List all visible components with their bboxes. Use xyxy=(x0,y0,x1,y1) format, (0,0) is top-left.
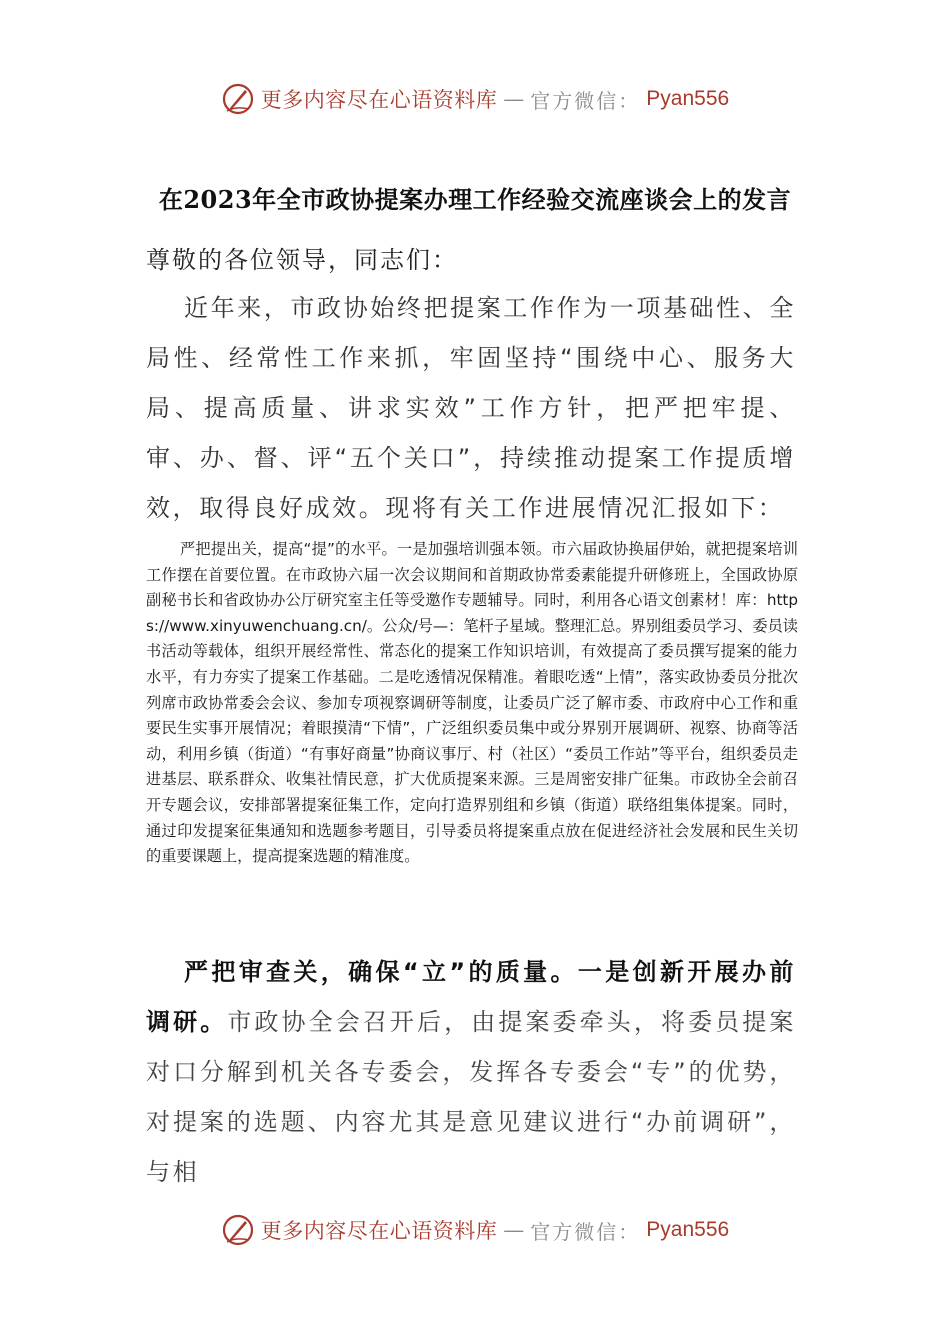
watermark-wechat-label: 官方微信： xyxy=(530,88,641,113)
watermark-wechat-label: 官方微信： xyxy=(530,1219,641,1244)
watermark-site-text: 更多内容尽在心语资料库 xyxy=(260,88,498,112)
watermark-wechat-id: Pyan556 xyxy=(646,87,730,110)
quill-pen-logo-icon xyxy=(221,82,255,116)
section1-paragraph: 严把提出关，提高“提”的水平。一是加强培训强本领。市六届政协换届伊始，就把提案培训工作摆在首要位置。在市政协六届一次会议期间和首期政协常委素能提升研修班上，全国政协原副秘书长和省政协办公厅研究室主任等受邀作专题辅导。同时，利用各心语文创素材！库：https://www.xinyuwenchuang.cn/。公众/号—：笔杆子星域。整理汇总。界别组委员学习、委员读书活动等载体，组织开展经常性、常态化的提案工作知识培训，有效提高了委员撰写提案的能力水平，有力夯实了提案工作基础。二是吃透情况保精准。着眼吃透“上情”，落实政协委员分批次列席市政协常委会会议、参加专项视察调研等制度，让委员广泛了解市委、市政府中心工作和重要民生实事开展情况；着眼摸清“下情”，广泛组织委员集中或分界别开展调研、视察、协商等活动，利用乡镇（街道）“有事好商量”协商议事厅、村（社区）“委员工作站”等平台，组织委员走进基层、联系群众、收集社情民意，扩大优质提案来源。三是周密安排广征集。市政协全会前召开专题会议，安排部署提案征集工作，定向打造界别组和乡镇（街道）联络组集体提案。同时，通过印发提案征集通知和选题参考题目，引导委员将提案重点放在促进经济社会发展和民生关切的重要课题上，提高提案选题的精准度。 xyxy=(146,540,798,866)
watermark-separator: — xyxy=(503,1218,525,1242)
footer-watermark xyxy=(0,1213,950,1247)
watermark-site-text: 更多内容尽在心语资料库 xyxy=(260,1219,498,1243)
header-watermark xyxy=(0,82,950,116)
section2-paragraph xyxy=(146,947,796,1197)
document-title: 在2023年全市政协提案办理工作经验交流座谈会上的发言 xyxy=(158,185,792,214)
section2-body: 市政协全会召开后，由提案委牵头，将委员提案对口分解到机关各专委会，发挥各专委会“专”的优势，对提案的选题、内容尤其是意见建议进行“办前调研”，与相 xyxy=(146,1008,796,1186)
watermark-wechat-id: Pyan556 xyxy=(646,1218,730,1241)
salutation: 尊敬的各位领导，同志们： xyxy=(146,246,458,274)
quill-pen-logo-icon xyxy=(221,1213,255,1247)
intro-paragraph: 近年来，市政协始终把提案工作作为一项基础性、全局性、经常性工作来抓，牢固坚持“围绕中心、服务大局、提高质量、讲求实效”工作方针，把严把牢提、审、办、督、评“五个关口”，持续推动提案工作提质增效，取得良好成效。现将有关工作进展情况汇报如下： xyxy=(146,294,796,522)
watermark-separator: — xyxy=(503,87,525,111)
section2-lead: 严把审查关，确保“立”的质量。一是创新开展办前调研。 xyxy=(146,958,796,1036)
